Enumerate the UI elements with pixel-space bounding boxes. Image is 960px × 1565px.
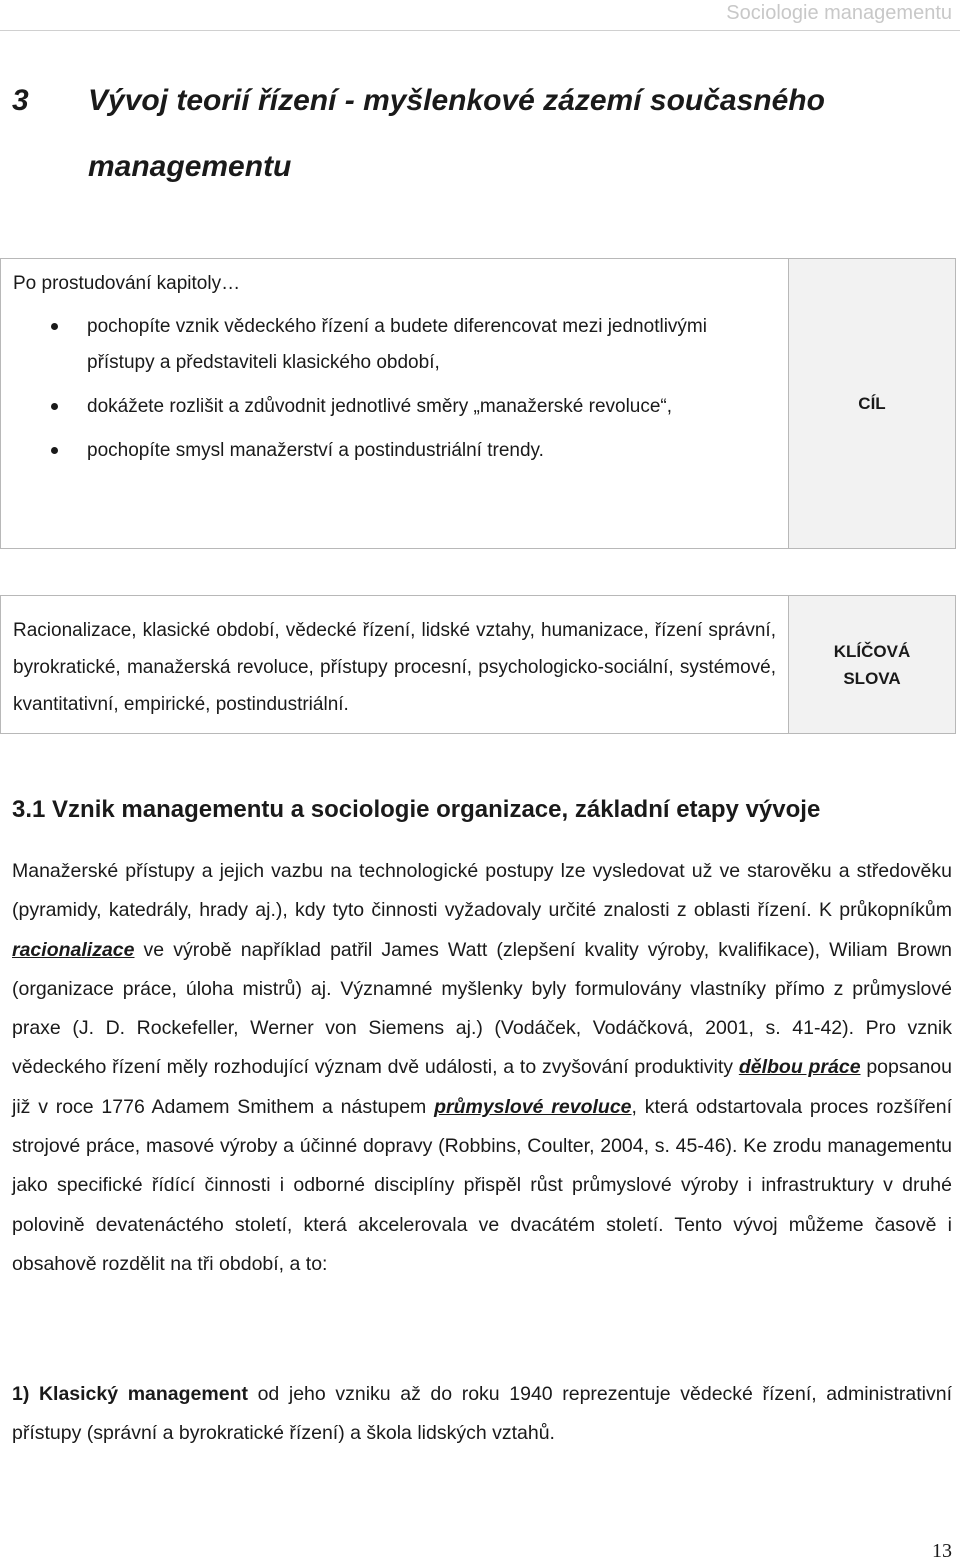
goal-box-content [1, 259, 788, 548]
keywords-label-line1: KLÍČOVÁ [833, 641, 911, 661]
running-header: Sociologie managementu [726, 2, 952, 24]
goal-list-item: pochopíte smysl manažerství a postindustriální trendy. [13, 433, 707, 469]
list-lead: 1) Klasický management [12, 1383, 248, 1405]
chapter-title [12, 68, 912, 200]
body-paragraph [12, 852, 952, 1284]
goal-list-item: dokážete rozlišit a zdůvodnit jednotlivé směry „manažerské revoluce“, [13, 389, 707, 425]
paragraph-text: , která odstartovala proces rozšíření strojové práce, masové výroby a účinné dopravy (Robbins, Coulter, 2004, s. 45-46). Ke zrodu managementu jako specifické řídící činnosti i odborné disciplíny přispěl růst průmyslové výroby i infrastruktury v druhé polovině devatenáctého století, která akcelerovala ve dvacátém století. Tento vývoj můžeme časově i obsahově rozdělit na tři období, a to: [12, 1095, 953, 1275]
header-divider [0, 30, 960, 31]
page-number: 13 [932, 1540, 952, 1562]
keywords-label-line2: SLOVA [843, 668, 901, 688]
keywords-box [0, 595, 956, 734]
goal-label: CÍL [788, 259, 955, 548]
emphasis-term: průmyslové revoluce [434, 1095, 632, 1118]
goal-intro: Po prostudování kapitoly… [13, 273, 241, 294]
paragraph-text: Manažerské přístupy a jejich vazbu na technologické postupy lze vysledovat už ve starověku a středověku (pyramidy, katedrály, hrady aj.), kdy tyto činnosti vyžadovaly určité znalosti z oblasti řízení. K průkopníkům [12, 860, 952, 922]
goal-list-item: pochopíte vznik vědeckého řízení a budete diferencovat mezi jednotlivými přístupy a představiteli klasického období, [13, 309, 707, 381]
chapter-title-line2: managementu [88, 150, 292, 183]
body-paragraph [12, 1375, 952, 1454]
keywords-label [788, 596, 955, 733]
emphasis-term: dělbou práce [738, 1056, 861, 1079]
section-title: 3.1 Vznik managementu a sociologie organizace, základní etapy vývoje [12, 796, 821, 823]
chapter-title-line1: Vývoj teorií řízení - myšlenkové zázemí současného [88, 84, 825, 117]
goal-list [13, 309, 776, 469]
keywords-text: Racionalizace, klasické období, vědecké řízení, lidské vztahy, humanizace, řízení správní, byrokratické, manažerská revoluce, přístupy procesní, psychologicko-sociální, systémové, kvantitativní, empirické, postindustriální. [13, 620, 776, 715]
paragraph-text: ve výrobě například patřil James Watt (zlepšení kvality výroby, kvalifikace), Wiliam Brown (organizace práce, úloha mistrů) aj. Významné myšlenky byly formulovány vlastníky přímo z průmyslové praxe (J. D. Rockefeller, Werner von Siemens aj.) (Vodáček, Vodáčková, 2001, s. 41-42). Pro vznik vědeckého řízení měly rozhodující význam dvě události, a to zvyšování produktivity [12, 938, 952, 1079]
goal-box [0, 258, 956, 549]
paragraph-text: od jeho vzniku až do roku 1940 reprezentuje vědecké řízení, administrativní přístupy (správní a byrokratické řízení) a škola lidských vztahů. [12, 1383, 952, 1445]
paragraph-text: popsanou již v roce 1776 Adamem Smithem a nástupem [12, 1056, 952, 1118]
chapter-number: 3 [12, 84, 29, 117]
emphasis-term: racionalizace [12, 938, 135, 961]
